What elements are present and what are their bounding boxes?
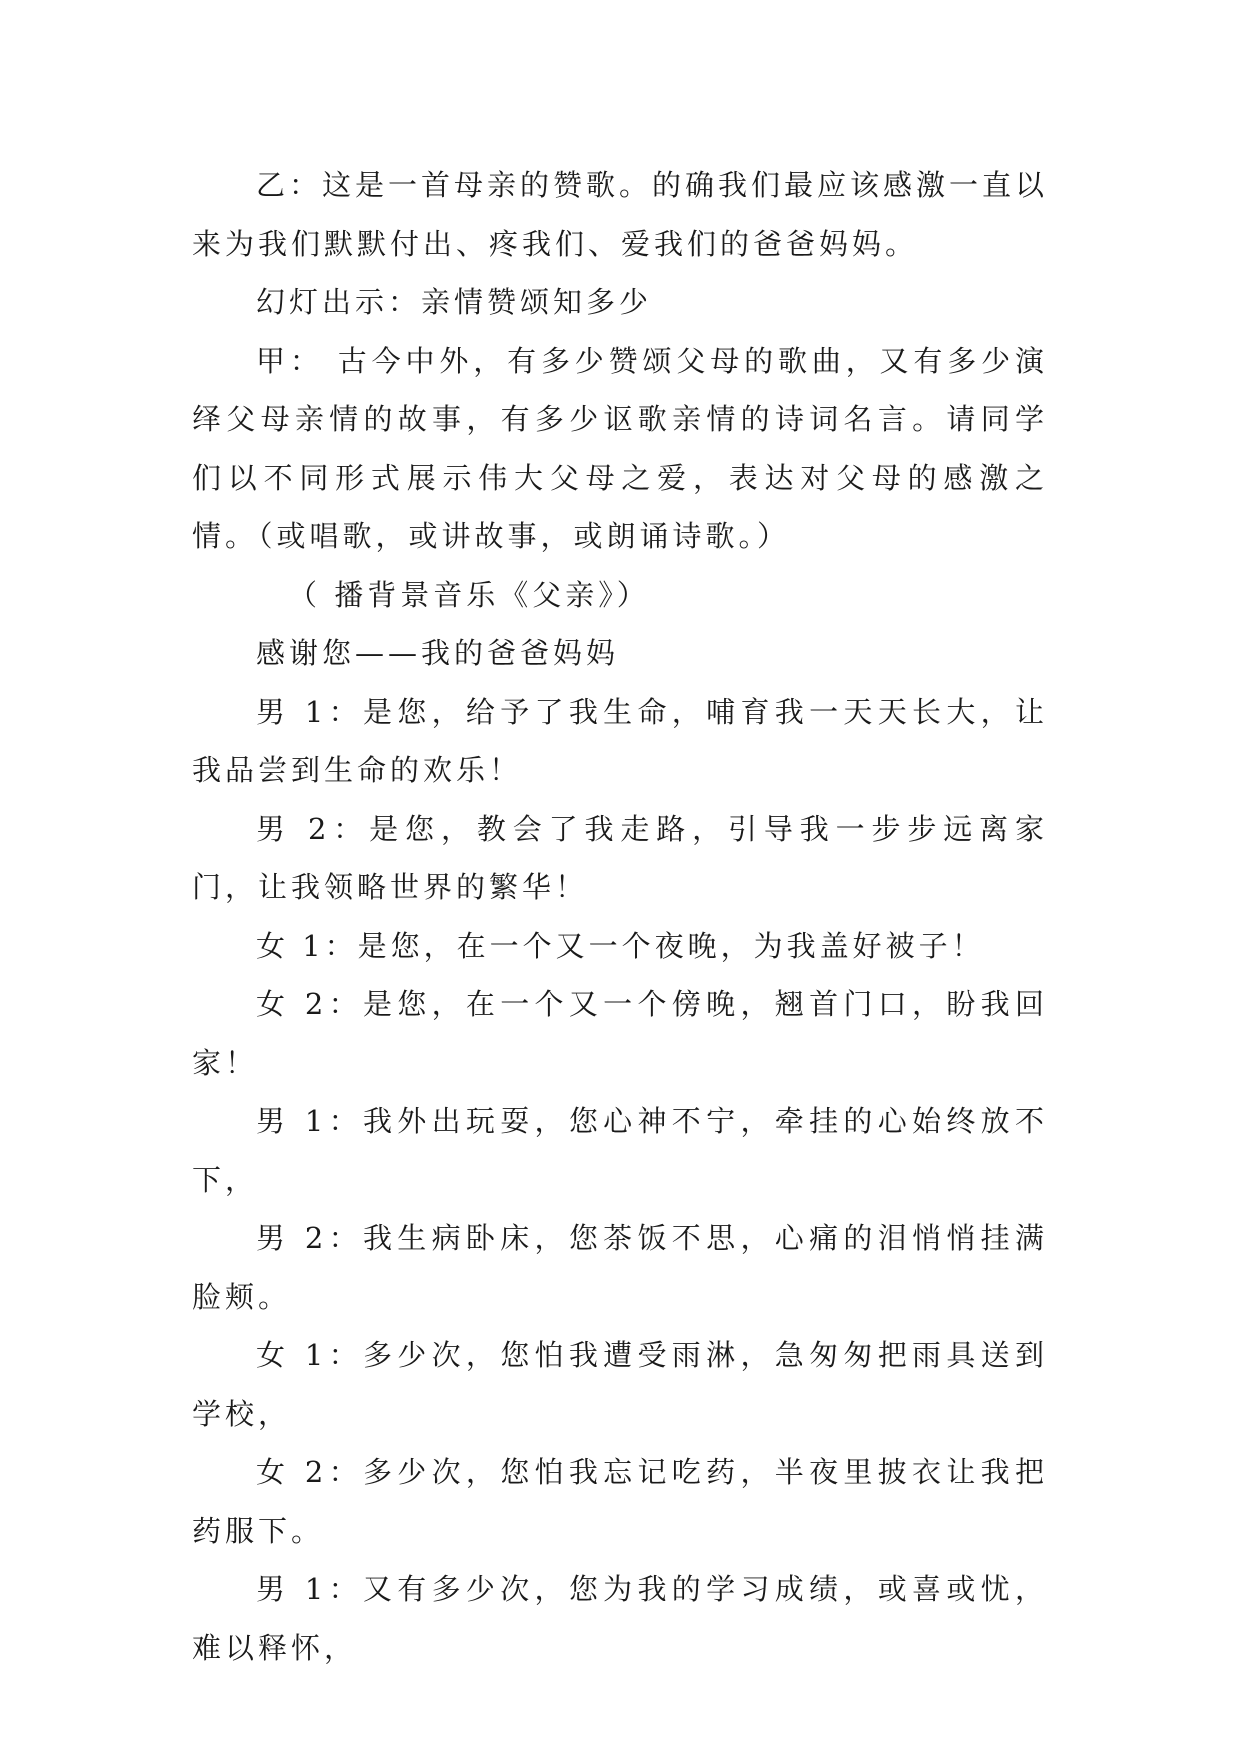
dialogue-paragraph: 女 2：是您，在一个又一个傍晚，翘首门口，盼我回家！	[192, 987, 1048, 1080]
dialogue-paragraph: 女 2：多少次，您怕我忘记吃药，半夜里披衣让我把药服下。	[192, 1455, 1048, 1548]
dialogue-paragraph: 乙：这是一首母亲的赞歌。的确我们最应该感激一直以来为我们默默付出、疼我们、爱我们的爸爸妈妈。	[192, 168, 1049, 261]
dialogue-paragraph: 女 1：是您，在一个又一个夜晚，为我盖好被子！	[256, 928, 985, 963]
dialogue-paragraph: 甲： 古今中外，有多少赞颂父母的歌曲，又有多少演绎父母亲情的故事，有多少讴歌亲情的诗词名言。请同学们以不同形式展示伟大父母之爱，表达对父母的感激之情。（或唱歌，或讲故事，或朗诵诗歌。）	[192, 343, 1048, 553]
document-page	[192, 156, 1048, 1677]
stage-direction: （ 播背景音乐《父亲》）	[288, 577, 650, 612]
dialogue-paragraph: 男 1：我外出玩耍，您心神不宁，牵挂的心始终放不下，	[192, 1104, 1048, 1197]
dialogue-paragraph: 女 1：多少次，您怕我遭受雨淋，急匆匆把雨具送到学校，	[192, 1338, 1048, 1431]
dialogue-paragraph: 男 2：是您，教会了我走路，引导我一步步远离家门，让我领略世界的繁华！	[192, 811, 1048, 904]
dialogue-paragraph: 男 1：是您，给予了我生命，哺育我一天天长大，让我品尝到生命的欢乐！	[192, 694, 1048, 787]
dialogue-paragraph: 男 1：又有多少次，您为我的学习成绩，或喜或忧，难以释怀，	[192, 1572, 1048, 1665]
dialogue-paragraph: 男 2：我生病卧床，您茶饭不思，心痛的泪悄悄挂满脸颊。	[192, 1221, 1048, 1314]
section-heading: 感谢您——我的爸爸妈妈	[256, 636, 620, 670]
slide-caption: 幻灯出示：亲情赞颂知多少	[256, 285, 653, 319]
